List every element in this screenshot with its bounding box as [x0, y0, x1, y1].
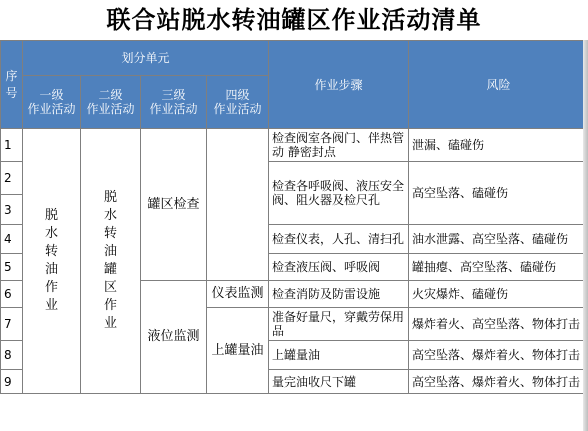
- risk-cell: 高空坠落、磕碰伤: [409, 162, 588, 225]
- risk-cell: 泄漏、磕碰伤: [409, 129, 588, 162]
- seq-cell: 6: [1, 281, 23, 308]
- seq-cell: 8: [1, 341, 23, 370]
- step-cell: 检查阀室各阀门、伴热管动 静密封点: [269, 129, 409, 162]
- activity-table: [0, 40, 588, 394]
- level3-level-monitoring: 液位监测: [141, 281, 207, 394]
- page-title: 联合站脱水转油罐区作业活动清单: [106, 6, 482, 34]
- seq-cell: 3: [1, 195, 23, 225]
- step-cell: 上罐量油: [269, 341, 409, 370]
- step-cell: 检查液压阀、呼吸阀: [269, 254, 409, 281]
- table-row: [1, 129, 588, 162]
- seq-cell: 7: [1, 308, 23, 341]
- header-level4: 四级 作业活动: [207, 76, 269, 129]
- risk-cell: 高空坠落、爆炸着火、物体打击: [409, 370, 588, 394]
- risk-cell: 高空坠落、爆炸着火、物体打击: [409, 341, 588, 370]
- level3-tank-inspection: 罐区检查: [141, 129, 207, 281]
- risk-cell: 爆炸着火、高空坠落、物体打击: [409, 308, 588, 341]
- level1-activity: 脱水转油作业: [44, 208, 58, 313]
- step-cell: 检查消防及防雷设施: [269, 281, 409, 308]
- seq-cell: 2: [1, 162, 23, 195]
- seq-cell: 1: [1, 129, 23, 162]
- risk-cell: 火灾爆炸、磕碰伤: [409, 281, 588, 308]
- header-steps: 作业步骤: [269, 41, 409, 129]
- risk-cell: 罐抽瘪、高空坠落、磕碰伤: [409, 254, 588, 281]
- step-cell: 检查各呼吸阀、液压安全阀、阻火器及检尺孔: [269, 162, 409, 225]
- seq-cell: 9: [1, 370, 23, 394]
- level2-activity-cell: [81, 129, 141, 394]
- header-division: 划分单元: [23, 41, 269, 76]
- seq-cell: 5: [1, 254, 23, 281]
- header-seq-label: 序号: [5, 68, 18, 100]
- risk-cell: 油水泄露、高空坠落、磕碰伤: [409, 225, 588, 254]
- level4-empty: [207, 129, 269, 281]
- level4-gauging: 上罐量油: [207, 308, 269, 394]
- header-seq: [1, 41, 23, 129]
- level2-activity: 脱水转油罐区作业: [103, 190, 117, 331]
- step-cell: 检查仪表，人孔、清扫孔: [269, 225, 409, 254]
- level1-activity-cell: [23, 129, 81, 394]
- header-level2: 二级 作业活动: [81, 76, 141, 129]
- seq-cell: 4: [1, 225, 23, 254]
- header-row-1: [1, 41, 588, 76]
- header-level1: 一级 作业活动: [23, 76, 81, 129]
- header-level3: 三级 作业活动: [141, 76, 207, 129]
- step-cell: 量完油收尺下罐: [269, 370, 409, 394]
- step-cell: 准备好量尺，穿戴劳保用品: [269, 308, 409, 341]
- header-risk: 风险: [409, 41, 588, 129]
- level4-instrument: 仪表监测: [207, 281, 269, 308]
- page-edge-shadow: [583, 40, 588, 431]
